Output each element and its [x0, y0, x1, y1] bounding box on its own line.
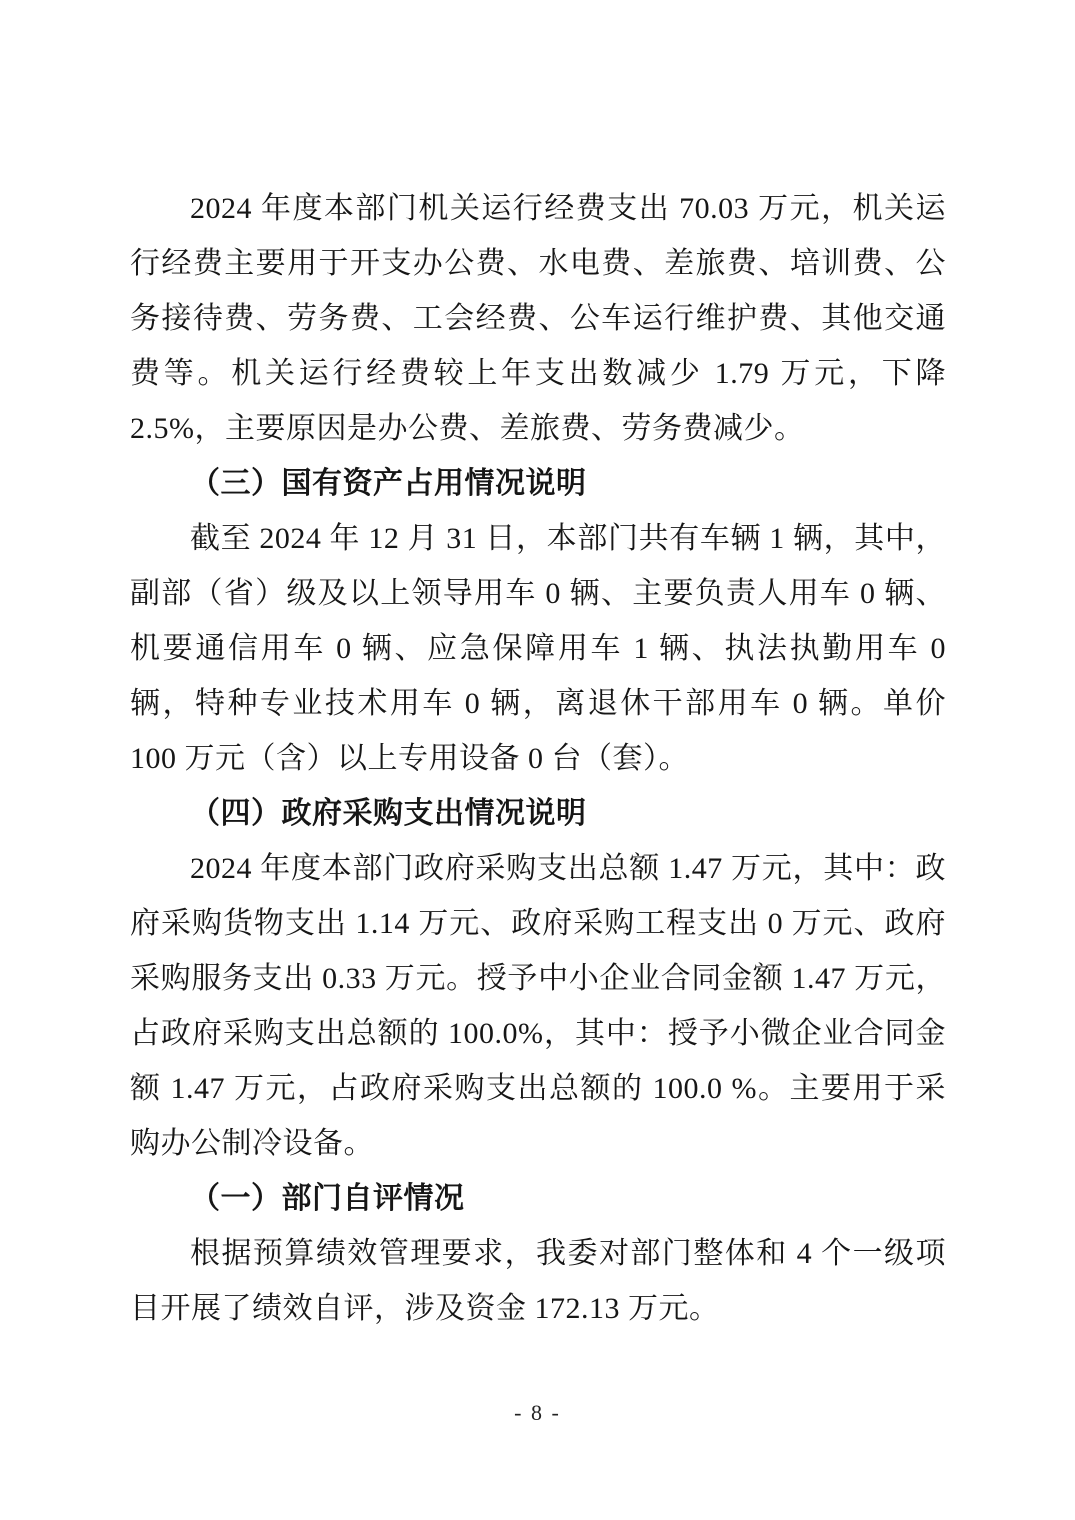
- heading-state-assets-occupancy: （三）国有资产占用情况说明: [190, 467, 587, 500]
- heading-department-self-evaluation: （一）部门自评情况: [190, 1182, 465, 1215]
- paragraph-self-evaluation-detail: 根据预算绩效管理要求，我委对部门整体和 4 个一级项目开展了绩效自评，涉及资金 172.13 万元。: [130, 1237, 946, 1325]
- document-body: [130, 181, 946, 1336]
- paragraph-government-procurement-detail: 2024 年度本部门政府采购支出总额 1.47 万元，其中：政府采购货物支出 1.14 万元、政府采购工程支出 0 万元、政府采购服务支出 0.33 万元。授予中小企业合同金额 1.47 万元，占政府采购支出总额的 100.0%，其中：授予小微企业合同金额 1.47 万元，占政府采购支出总额的 100.0 %。主要用于采购办公制冷设备。: [130, 852, 946, 1160]
- page-number: - 8 -: [514, 1400, 561, 1425]
- paragraph-agency-operating-costs: 2024 年度本部门机关运行经费支出 70.03 万元，机关运行经费主要用于开支办公费、水电费、差旅费、培训费、公务接待费、劳务费、工会经费、公车运行维护费、其他交通费等。机关运行经费较上年支出数减少 1.79 万元，下降 2.5%，主要原因是办公费、差旅费、劳务费减少。: [130, 192, 946, 445]
- heading-government-procurement: （四）政府采购支出情况说明: [190, 797, 587, 830]
- paragraph-state-assets-vehicles: 截至 2024 年 12 月 31 日，本部门共有车辆 1 辆，其中，副部（省）级及以上领导用车 0 辆、主要负责人用车 0 辆、机要通信用车 0 辆、应急保障用车 1 辆、执法执勤用车 0 辆，特种专业技术用车 0 辆，离退休干部用车 0 辆。单价 100 万元（含）以上专用设备 0 台（套）。: [130, 522, 946, 775]
